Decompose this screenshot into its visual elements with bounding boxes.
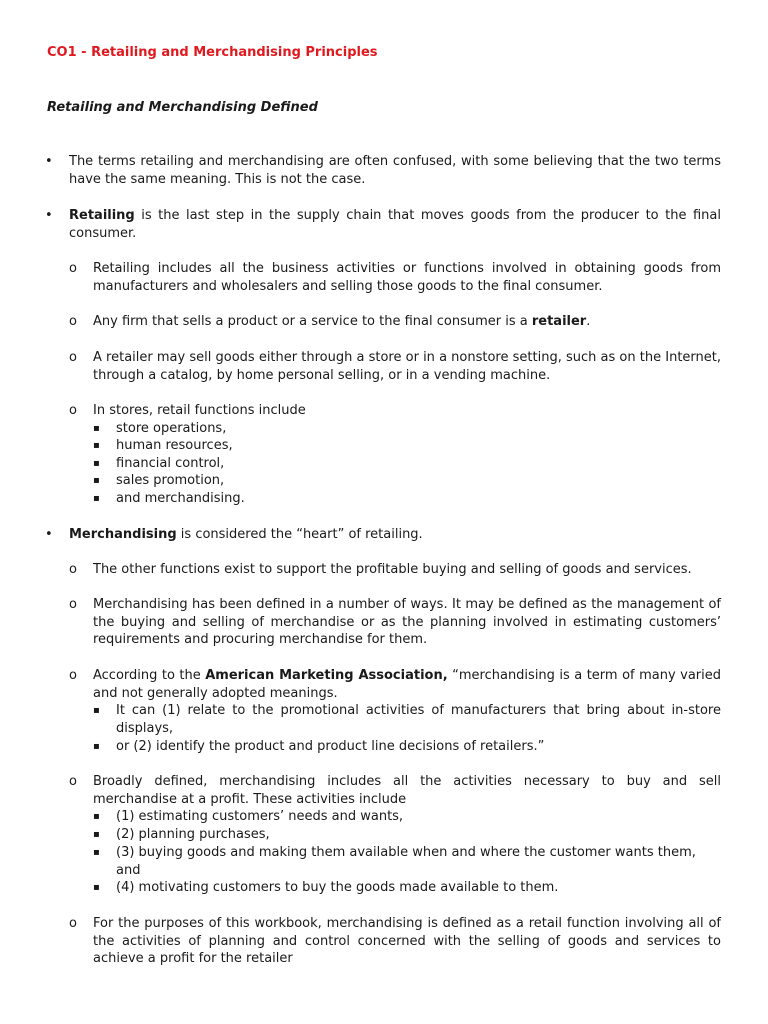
bullet-text: Merchandising is considered the “heart” of retailing.: [69, 527, 423, 542]
square-marker: ▪: [93, 847, 100, 858]
subitem-text: Broadly defined, merchandising includes all the activities necessary to buy and sell merchandise at a profit. These activities include: [93, 774, 721, 807]
list-item: ▪ financial control,: [93, 455, 225, 471]
list-item: ▪ (1) estimating customers’ needs and wants,: [93, 809, 404, 824]
list-item: ▪ (2) planning purchases,: [93, 827, 270, 842]
bullet-marker: •: [45, 154, 53, 169]
circle-marker: o: [69, 668, 77, 683]
list-item: ▪ store operations,: [93, 420, 227, 436]
subitem-other-functions: [69, 561, 721, 579]
bullet-item-merchandising: [45, 526, 721, 544]
subitem-text: Merchandising has been defined in a number of ways. It may be defined as the management of the buying and selling of merchandise or as the planning involved in estimating customers’ requirements and procuring merchandise for them.: [93, 597, 721, 647]
square-marker: ▪: [93, 440, 100, 451]
subitem-ama: [69, 667, 721, 702]
subitem-broadly-defined: [69, 773, 721, 808]
circle-marker: o: [69, 597, 77, 612]
subitem-text: Retailing includes all the business activities or functions involved in obtaining goods from manufacturers and wholesalers and selling those goods to the final consumer.: [93, 261, 721, 294]
bold-term: Merchandising: [69, 527, 177, 542]
circle-marker: o: [69, 916, 77, 931]
list-item: ▪ or (2) identify the product and product line decisions of retailers.”: [93, 739, 545, 754]
bullet-item-retailing: [45, 207, 721, 242]
list-item: ▪ It can (1) relate to the promotional activities of manufacturers that bring about in-store displays,: [93, 703, 721, 736]
subitem-text: Any firm that sells a product or a service to the final consumer is a retailer.: [93, 314, 591, 329]
bold-term: retailer: [531, 314, 587, 329]
square-marker: ▪: [93, 475, 100, 486]
subitem-retailer-may-sell: [69, 349, 721, 384]
square-marker: ▪: [93, 829, 100, 840]
circle-marker: o: [69, 403, 77, 418]
circle-marker: o: [69, 261, 77, 276]
bullet-marker: •: [45, 527, 53, 542]
subitem-defined-ways: [69, 596, 721, 649]
bullet-item-terms: [45, 153, 721, 188]
circle-marker: o: [69, 562, 77, 577]
square-marker: ▪: [93, 705, 100, 716]
circle-marker: o: [69, 350, 77, 365]
bold-term: Retailing: [69, 208, 135, 223]
square-marker: ▪: [93, 492, 100, 504]
list-item: ▪ sales promotion,: [93, 473, 225, 488]
bold-term: American Marketing Association,: [205, 668, 448, 683]
subitem-retailing-includes: [69, 260, 721, 295]
circle-marker: o: [69, 314, 77, 329]
circle-marker: o: [69, 774, 77, 789]
square-marker: ▪: [93, 882, 100, 893]
bullet-marker: •: [45, 208, 53, 223]
subitem-text: A retailer may sell goods either through a store or in a nonstore setting, such as on the Internet, through a catalog, by home personal selling, or in a vending machine.: [93, 350, 721, 383]
bullet-text: Retailing is the last step in the supply chain that moves goods from the producer to the final consumer.: [69, 208, 721, 241]
subitem-any-firm: [69, 313, 721, 331]
subitem-text: The other functions exist to support the profitable buying and selling of goods and services.: [93, 562, 692, 577]
square-marker: ▪: [93, 457, 100, 469]
subitem-in-stores: [69, 402, 721, 420]
subitem-text: In stores, retail functions include: [93, 403, 306, 418]
square-marker: ▪: [93, 741, 100, 752]
subitem-text: According to the American Marketing Association, “merchandising is a term of many varied and not generally adopted meanings.: [93, 668, 721, 701]
list-item: ▪ and merchandising.: [93, 490, 245, 506]
subitem-text: For the purposes of this workbook, merchandising is defined as a retail function involving all of the activities of planning and control concerned with the selling of goods and services to achieve a profit for the retailer: [93, 916, 721, 966]
list-item: ▪ (4) motivating customers to buy the goods made available to them.: [93, 880, 559, 895]
bullet-text: The terms retailing and merchandising are often confused, with some believing that the two terms have the same meaning. This is not the case.: [69, 154, 721, 187]
document-heading: CO1 - Retailing and Merchandising Principles: [47, 45, 378, 60]
list-item: ▪ human resources,: [93, 438, 233, 453]
section-subheading: Retailing and Merchandising Defined: [47, 100, 318, 115]
list-item: ▪ (3) buying goods and making them available when and where the customer wants them, and: [93, 845, 696, 878]
subitem-workbook-definition: [69, 915, 721, 968]
square-marker: ▪: [93, 811, 100, 822]
square-marker: ▪: [93, 422, 100, 434]
